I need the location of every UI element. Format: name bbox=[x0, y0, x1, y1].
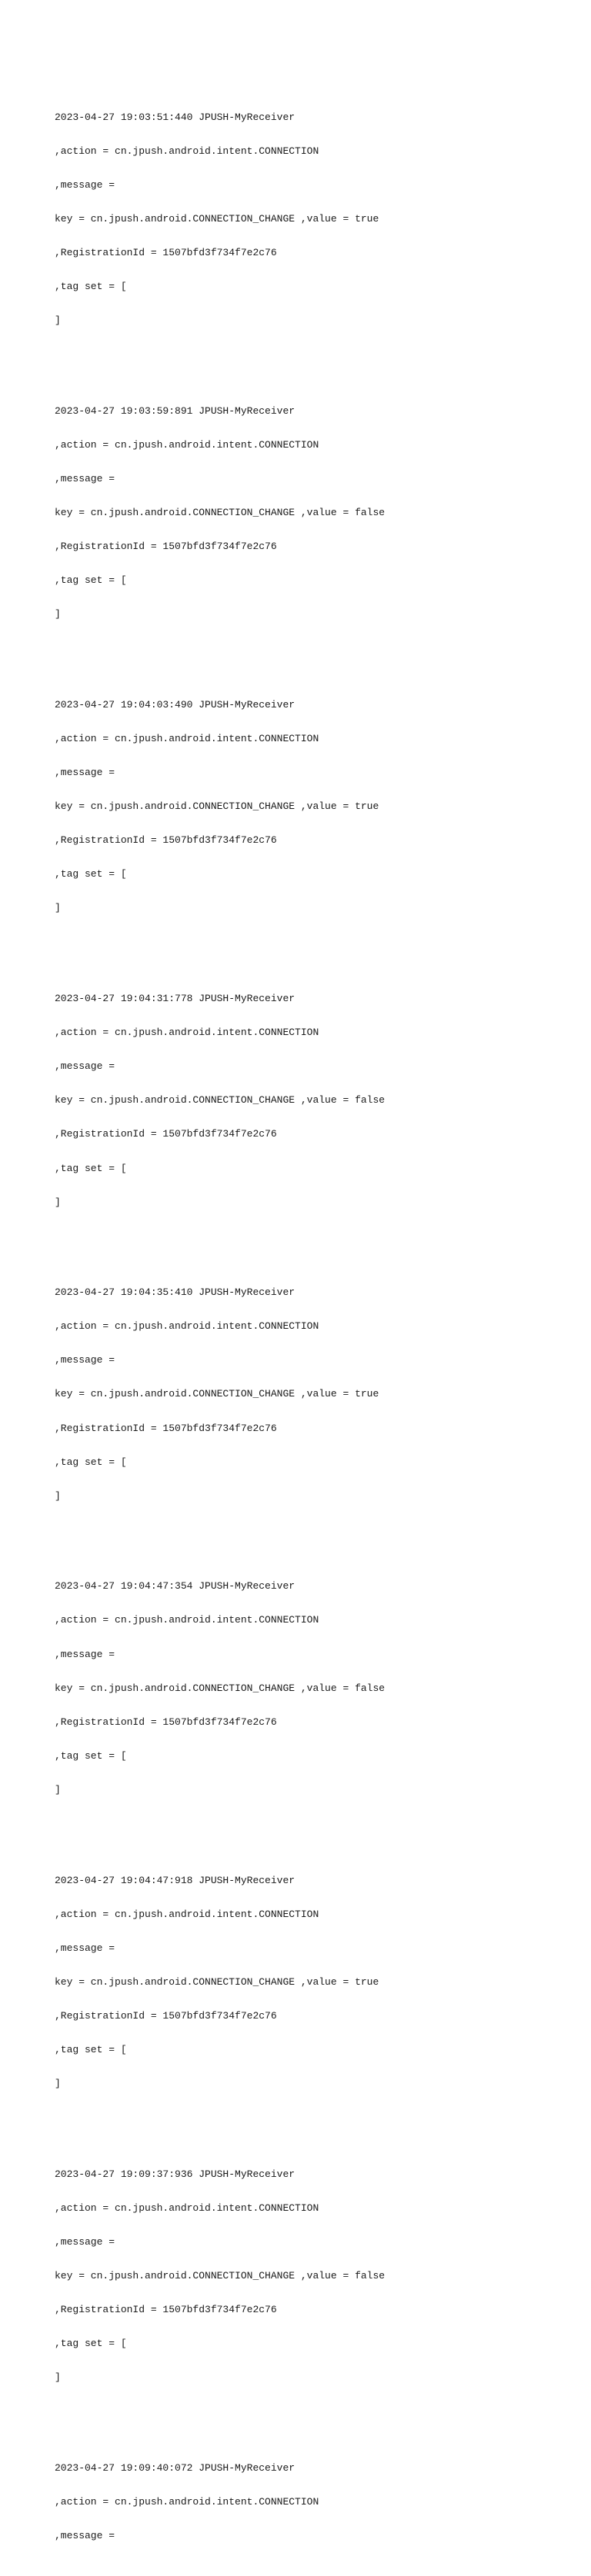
log-entry-key: key = cn.jpush.android.CONNECTION_CHANGE ,value = false bbox=[55, 1682, 386, 1694]
log-entry bbox=[55, 89, 578, 349]
log-entry-registration-id: ,RegistrationId = 1507bfd3f734f7e2c76 bbox=[55, 2304, 277, 2316]
log-entry-registration-id: ,RegistrationId = 1507bfd3f734f7e2c76 bbox=[55, 246, 277, 258]
log-entry-registration-id: ,RegistrationId = 1507bfd3f734f7e2c76 bbox=[55, 1422, 277, 1434]
log-entry-tag-set: ,tag set = [ bbox=[55, 2044, 127, 2056]
log-entry bbox=[55, 971, 578, 1231]
log-entry-header: 2023-04-27 19:04:47:354 JPUSH-MyReceiver bbox=[55, 1580, 296, 1593]
log-entry-header: 2023-04-27 19:04:47:918 JPUSH-MyReceiver bbox=[55, 1874, 296, 1886]
log-entry-action: ,action = cn.jpush.android.intent.CONNECTION bbox=[55, 1908, 319, 1920]
log-entry-close-bracket: ] bbox=[55, 608, 61, 621]
log-entry-message: ,message = bbox=[55, 2235, 115, 2248]
log-entry-header: 2023-04-27 19:03:51:440 JPUSH-MyReceiver bbox=[55, 111, 296, 123]
log-entry-key: key = cn.jpush.android.CONNECTION_CHANGE ,value = true bbox=[55, 212, 379, 225]
log-entry-close-bracket: ] bbox=[55, 2078, 61, 2090]
log-entry-close-bracket: ] bbox=[55, 1489, 61, 1502]
log-entry-tag-set: ,tag set = [ bbox=[55, 1162, 127, 1174]
log-entry-registration-id: ,RegistrationId = 1507bfd3f734f7e2c76 bbox=[55, 541, 277, 553]
log-entry-key: key = cn.jpush.android.CONNECTION_CHANGE ,value = false bbox=[55, 2270, 386, 2281]
log-entry-key: key = cn.jpush.android.CONNECTION_CHANGE ,value = false bbox=[55, 1094, 386, 1107]
log-entry-header: 2023-04-27 19:09:40:072 JPUSH-MyReceiver bbox=[55, 2461, 296, 2474]
log-entry-close-bracket: ] bbox=[55, 1196, 61, 1208]
log-entry-close-bracket: ] bbox=[55, 1783, 61, 1796]
log-entry bbox=[55, 2146, 578, 2406]
log-entry-header: 2023-04-27 19:09:37:936 JPUSH-MyReceiver bbox=[55, 2168, 296, 2180]
log-entry-action: ,action = cn.jpush.android.intent.CONNECTION bbox=[55, 2495, 319, 2508]
log-entry-message: ,message = bbox=[55, 1354, 115, 1366]
log-entry-registration-id: ,RegistrationId = 1507bfd3f734f7e2c76 bbox=[55, 2009, 277, 2022]
log-entry-tag-set: ,tag set = [ bbox=[55, 574, 127, 587]
log-entry-message: ,message = bbox=[55, 767, 115, 779]
log-entry-close-bracket: ] bbox=[55, 902, 61, 914]
log-entry-action: ,action = cn.jpush.android.intent.CONNECTION bbox=[55, 1614, 319, 1626]
log-entry-key: key = cn.jpush.android.CONNECTION_CHANGE ,value = true bbox=[55, 1388, 379, 1400]
log-entry-action: ,action = cn.jpush.android.intent.CONNECTION bbox=[55, 2202, 319, 2214]
log-entry bbox=[55, 383, 578, 643]
log-entry-message: ,message = bbox=[55, 472, 115, 484]
log-entry-key: key = cn.jpush.android.CONNECTION_CHANGE ,value = true bbox=[55, 800, 379, 813]
log-entry-tag-set: ,tag set = [ bbox=[55, 280, 127, 292]
log-entry-header: 2023-04-27 19:04:31:778 JPUSH-MyReceiver bbox=[55, 993, 296, 1005]
log-entry-tag-set: ,tag set = [ bbox=[55, 868, 127, 880]
log-entry-tag-set: ,tag set = [ bbox=[55, 2338, 127, 2350]
log-entry-header: 2023-04-27 19:04:35:410 JPUSH-MyReceiver bbox=[55, 1286, 296, 1299]
log-entry-tag-set: ,tag set = [ bbox=[55, 1456, 127, 1468]
log-entry-key: key = cn.jpush.android.CONNECTION_CHANGE ,value = true bbox=[55, 1975, 379, 1988]
log-entry-header: 2023-04-27 19:04:03:490 JPUSH-MyReceiver bbox=[55, 698, 296, 711]
log-entry bbox=[55, 677, 578, 937]
log-entry-action: ,action = cn.jpush.android.intent.CONNECTION bbox=[55, 145, 319, 157]
log-entry-action: ,action = cn.jpush.android.intent.CONNECTION bbox=[55, 1320, 319, 1333]
log-entry-close-bracket: ] bbox=[55, 315, 61, 327]
log-entry-registration-id: ,RegistrationId = 1507bfd3f734f7e2c76 bbox=[55, 1716, 277, 1728]
log-entry-header: 2023-04-27 19:03:59:891 JPUSH-MyReceiver bbox=[55, 404, 296, 417]
log-entry-tag-set: ,tag set = [ bbox=[55, 1749, 127, 1762]
log-entry-message: ,message = bbox=[55, 178, 115, 191]
log-entry-registration-id: ,RegistrationId = 1507bfd3f734f7e2c76 bbox=[55, 834, 277, 847]
log-entry-action: ,action = cn.jpush.android.intent.CONNECTION bbox=[55, 732, 319, 744]
log-entry-key: key = cn.jpush.android.CONNECTION_CHANGE ,value = false bbox=[55, 506, 386, 518]
log-entry-message: ,message = bbox=[55, 1942, 115, 1954]
log-entry bbox=[55, 1852, 578, 2112]
log-entry-message: ,message = bbox=[55, 1648, 115, 1660]
log-entry-close-bracket: ] bbox=[55, 2371, 61, 2384]
log-entry-message: ,message = bbox=[55, 1060, 115, 1073]
log-document bbox=[55, 55, 578, 2576]
log-entry bbox=[55, 1265, 578, 1525]
log-entry-registration-id: ,RegistrationId = 1507bfd3f734f7e2c76 bbox=[55, 1128, 277, 1140]
log-entry-action: ,action = cn.jpush.android.intent.CONNECTION bbox=[55, 1027, 319, 1039]
log-entry-action: ,action = cn.jpush.android.intent.CONNECTION bbox=[55, 438, 319, 451]
log-entry-message: ,message = bbox=[55, 2530, 115, 2542]
log-entry bbox=[55, 2440, 578, 2564]
log-entry bbox=[55, 1559, 578, 1819]
